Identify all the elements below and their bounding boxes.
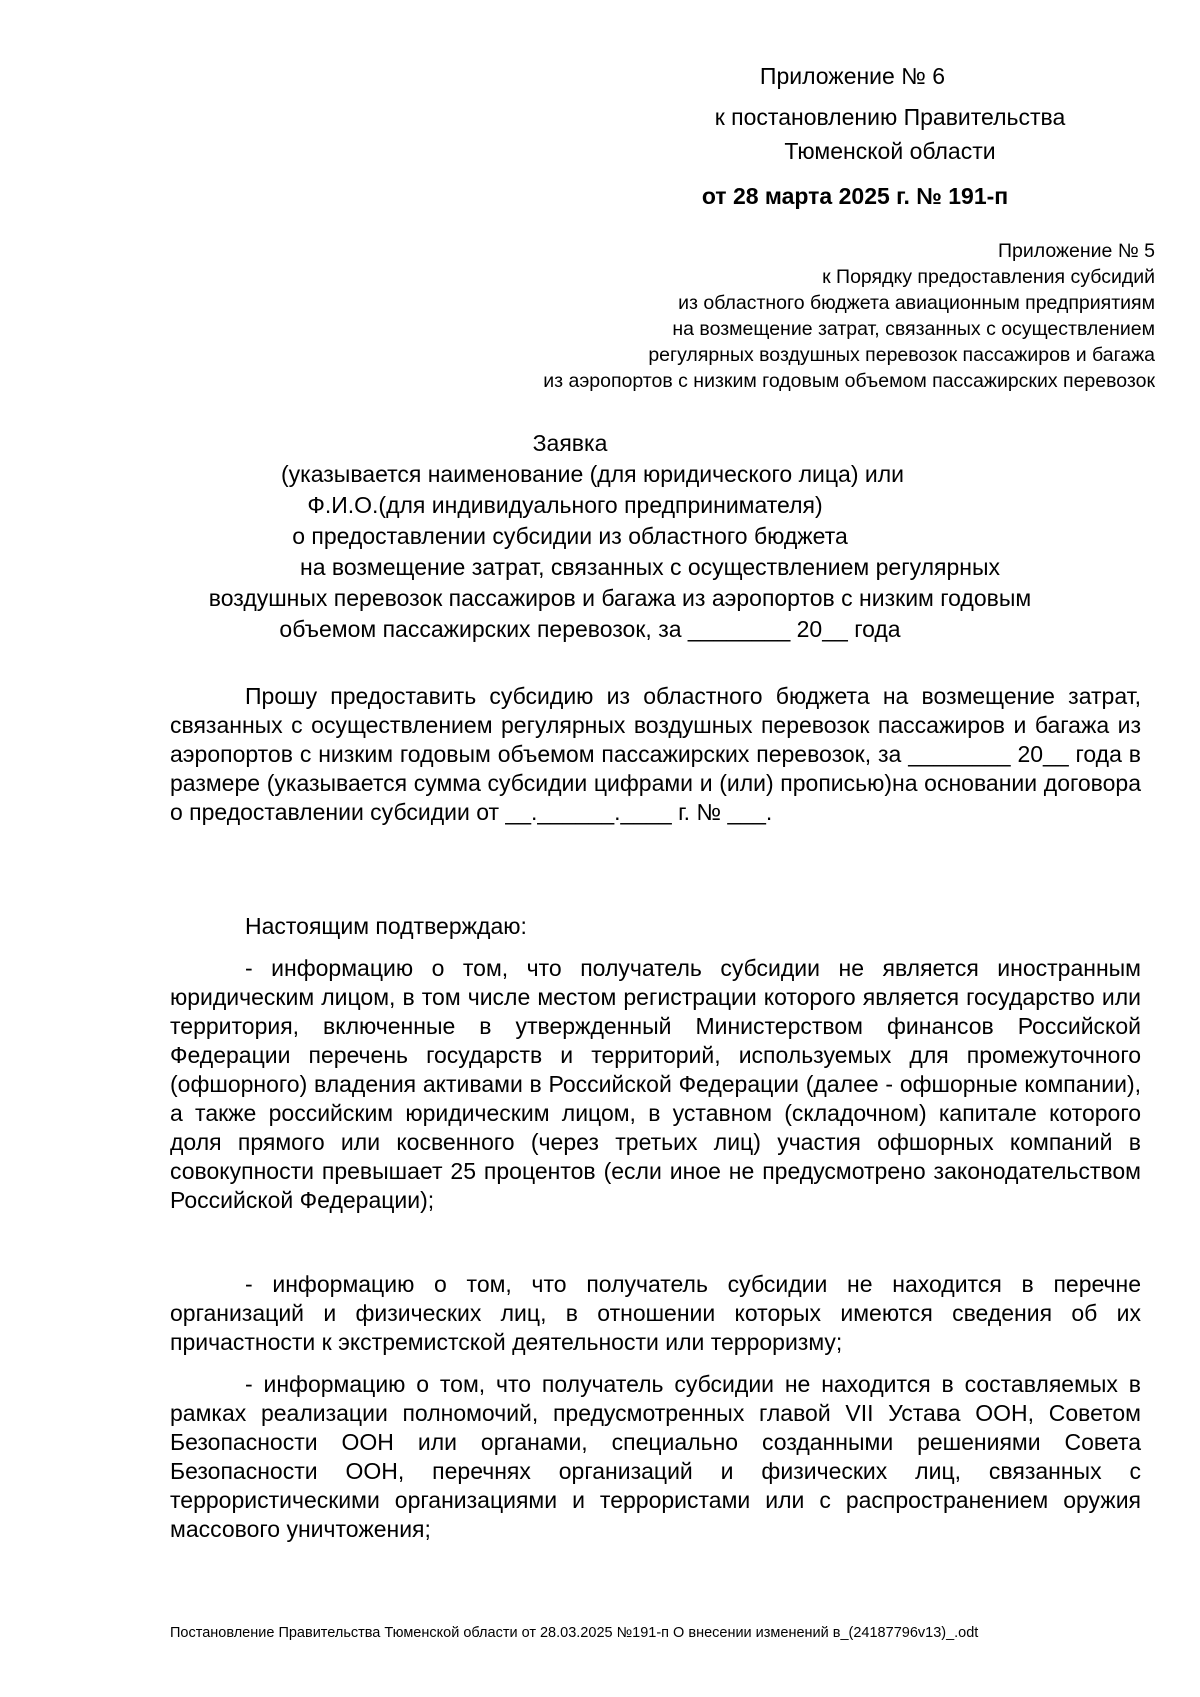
title-line: объемом пассажирских перевозок, за ________ 20__ года: [279, 616, 901, 642]
appendix-6-date: от 28 марта 2025 г. № 191-п: [701, 183, 1009, 209]
title-line: о предоставлении субсидии из областного бюджета: [292, 523, 848, 549]
title-line: на возмещение затрат, связанных с осуществлением регулярных: [300, 554, 1000, 580]
appendix-5-line: к Порядку предоставления субсидий: [822, 266, 1155, 288]
document-footer: Постановление Правительства Тюменской области от 28.03.2025 №191-п О внесении изменений в_(24187796v13)_.odt: [170, 1625, 979, 1641]
appendix-5-line: регулярных воздушных перевозок пассажиров и багажа: [648, 344, 1155, 366]
appendix-5-line: из областного бюджета авиационным предприятиям: [678, 292, 1155, 314]
appendix-5-header: [435, 238, 1155, 394]
appendix-5-line: Приложение № 5: [998, 240, 1155, 262]
appendix-5-line: из аэропортов с низким годовым объемом пассажирских перевозок: [543, 370, 1155, 392]
application-title-block: [170, 428, 1070, 645]
title-line: воздушных перевозок пассажиров и багажа из аэропортов с низким годовым: [208, 585, 1032, 611]
confirmation-item: - информацию о том, что получатель субсидии не находится в составляемых в рамках реализации полномочий, предусмотренных главой VII Устава ООН, Советом Безопасности ООН или органами, специально созданными решениями Совета Безопасности ООН, перечнях организаций и физических лиц, связанных с террористическими организациями и террористами или с распространением оружия массового уничтожения;: [170, 1371, 1141, 1542]
request-paragraph: Прошу предоставить субсидию из областного бюджета на возмещение затрат, связанных с осуществлением регулярных воздушных перевозок пассажиров и багажа из аэропортов с низким годовым объемом пассажирских перевозок, за ________ 20__ года в размере (указывается сумма субсидии цифрами и (или) прописью)на основании договора о предоставлении субсидии от __.______.____ г. № ___.: [170, 683, 1141, 825]
application-heading: Заявка: [532, 430, 608, 456]
confirmation-item: - информацию о том, что получатель субсидии не находится в перечне организаций и физических лиц, в отношении которых имеются сведения об их причастности к экстремистской деятельности или терроризму;: [170, 1271, 1141, 1355]
appendix-5-line: на возмещение затрат, связанных с осуществлением: [672, 318, 1155, 340]
appendix-6-region: Тюменской области: [784, 138, 996, 164]
title-line: Ф.И.О.(для индивидуального предпринимателя): [307, 492, 823, 518]
appendix-6-header: [660, 58, 1120, 214]
confirm-heading: Настоящим подтверждаю:: [245, 913, 527, 939]
title-line: (указывается наименование (для юридического лица) или: [280, 461, 904, 487]
appendix-6-number: Приложение № 6: [759, 63, 946, 89]
confirmation-item: - информацию о том, что получатель субсидии не является иностранным юридическим лицом, в том числе местом регистрации которого является государство или территория, включенные в утвержденный Министерством финансов Российской Федерации перечень государств и территорий, используемых для промежуточного (офшорного) владения активами в Российской Федерации (далее - офшорные компании), а также российским юридическим лицом, в уставном (складочном) капитале которого доля прямого или косвенного (через третьих лиц) участия офшорных компаний в совокупности превышает 25 процентов (если иное не предусмотрено законодательством Российской Федерации);: [170, 955, 1141, 1213]
appendix-6-reference: к постановлению Правительства: [714, 104, 1066, 130]
